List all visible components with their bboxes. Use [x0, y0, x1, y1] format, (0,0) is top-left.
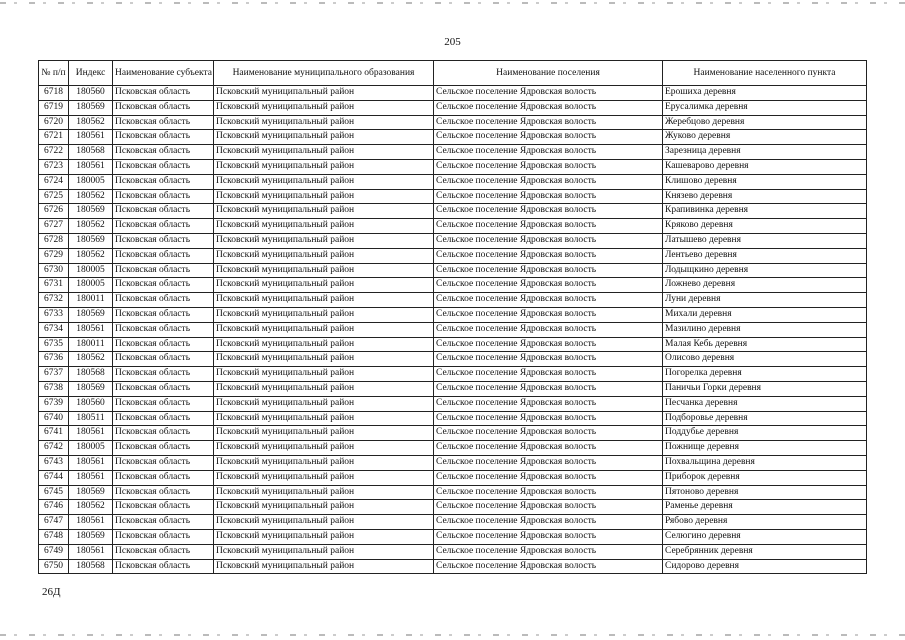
- row-index: 180568: [69, 367, 113, 382]
- row-subject: Псковская область: [113, 426, 214, 441]
- row-locality: Паничьи Горки деревня: [663, 381, 867, 396]
- row-subject: Псковская область: [113, 293, 214, 308]
- row-number: 6750: [39, 559, 69, 574]
- row-settlement: Сельское поселение Ядровская волость: [434, 367, 663, 382]
- row-index: 180562: [69, 115, 113, 130]
- row-number: 6734: [39, 322, 69, 337]
- row-settlement: Сельское поселение Ядровская волость: [434, 441, 663, 456]
- row-subject: Псковская область: [113, 189, 214, 204]
- row-index: 180569: [69, 485, 113, 500]
- row-settlement: Сельское поселение Ядровская волость: [434, 100, 663, 115]
- row-number: 6728: [39, 233, 69, 248]
- row-municipality: Псковский муниципальный район: [214, 352, 434, 367]
- row-locality: Жеребцово деревня: [663, 115, 867, 130]
- row-locality: Ложнево деревня: [663, 278, 867, 293]
- row-municipality: Псковский муниципальный район: [214, 500, 434, 515]
- row-subject: Псковская область: [113, 455, 214, 470]
- row-subject: Псковская область: [113, 204, 214, 219]
- row-municipality: Псковский муниципальный район: [214, 426, 434, 441]
- row-municipality: Псковский муниципальный район: [214, 130, 434, 145]
- row-index: 180005: [69, 278, 113, 293]
- row-settlement: Сельское поселение Ядровская волость: [434, 337, 663, 352]
- table-row: [39, 455, 867, 470]
- table-row: [39, 248, 867, 263]
- table-row: [39, 263, 867, 278]
- header-number: № п/п: [39, 61, 69, 86]
- table-row: [39, 426, 867, 441]
- row-municipality: Псковский муниципальный район: [214, 322, 434, 337]
- row-number: 6733: [39, 307, 69, 322]
- table-row: [39, 204, 867, 219]
- row-subject: Псковская область: [113, 515, 214, 530]
- row-settlement: Сельское поселение Ядровская волость: [434, 293, 663, 308]
- table-row: [39, 411, 867, 426]
- row-settlement: Сельское поселение Ядровская волость: [434, 115, 663, 130]
- row-municipality: Псковский муниципальный район: [214, 278, 434, 293]
- row-municipality: Псковский муниципальный район: [214, 115, 434, 130]
- table-row: [39, 367, 867, 382]
- row-municipality: Псковский муниципальный район: [214, 307, 434, 322]
- row-index: 180562: [69, 352, 113, 367]
- row-index: 180561: [69, 455, 113, 470]
- header-subject: Наименование субъекта: [113, 61, 214, 86]
- row-index: 180561: [69, 544, 113, 559]
- table-row: [39, 322, 867, 337]
- table-row: [39, 100, 867, 115]
- row-municipality: Псковский муниципальный район: [214, 219, 434, 234]
- row-number: 6727: [39, 219, 69, 234]
- row-subject: Псковская область: [113, 219, 214, 234]
- row-number: 6735: [39, 337, 69, 352]
- table-row: [39, 233, 867, 248]
- row-settlement: Сельское поселение Ядровская волость: [434, 381, 663, 396]
- table-row: [39, 130, 867, 145]
- row-index: 180562: [69, 248, 113, 263]
- row-number: 6746: [39, 500, 69, 515]
- table-row: [39, 219, 867, 234]
- row-subject: Псковская область: [113, 263, 214, 278]
- row-number: 6742: [39, 441, 69, 456]
- row-subject: Псковская область: [113, 529, 214, 544]
- row-subject: Псковская область: [113, 470, 214, 485]
- table-row: [39, 278, 867, 293]
- row-subject: Псковская область: [113, 100, 214, 115]
- row-index: 180569: [69, 100, 113, 115]
- row-subject: Псковская область: [113, 559, 214, 574]
- row-index: 180569: [69, 307, 113, 322]
- row-number: 6745: [39, 485, 69, 500]
- row-municipality: Псковский муниципальный район: [214, 529, 434, 544]
- table-row: [39, 515, 867, 530]
- row-index: 180568: [69, 145, 113, 160]
- row-number: 6721: [39, 130, 69, 145]
- row-municipality: Псковский муниципальный район: [214, 396, 434, 411]
- row-index: 180562: [69, 189, 113, 204]
- row-settlement: Сельское поселение Ядровская волость: [434, 174, 663, 189]
- row-subject: Псковская область: [113, 396, 214, 411]
- row-municipality: Псковский муниципальный район: [214, 100, 434, 115]
- table-row: [39, 559, 867, 574]
- row-municipality: Псковский муниципальный район: [214, 145, 434, 160]
- row-subject: Псковская область: [113, 145, 214, 160]
- table-row: [39, 381, 867, 396]
- row-subject: Псковская область: [113, 307, 214, 322]
- row-index: 180511: [69, 411, 113, 426]
- table-row: [39, 529, 867, 544]
- header-municipality: Наименование муниципального образования: [214, 61, 434, 86]
- table-row: [39, 470, 867, 485]
- row-subject: Псковская область: [113, 322, 214, 337]
- row-locality: Рябово деревня: [663, 515, 867, 530]
- row-locality: Кряково деревня: [663, 219, 867, 234]
- row-locality: Пятоново деревня: [663, 485, 867, 500]
- page-number: 205: [444, 36, 461, 48]
- row-settlement: Сельское поселение Ядровская волость: [434, 352, 663, 367]
- table-row: [39, 485, 867, 500]
- row-municipality: Псковский муниципальный район: [214, 263, 434, 278]
- row-locality: Зарезница деревня: [663, 145, 867, 160]
- row-locality: Подборовье деревня: [663, 411, 867, 426]
- row-settlement: Сельское поселение Ядровская волость: [434, 485, 663, 500]
- table-row: [39, 115, 867, 130]
- row-number: 6749: [39, 544, 69, 559]
- row-municipality: Псковский муниципальный район: [214, 337, 434, 352]
- row-locality: Князево деревня: [663, 189, 867, 204]
- table-row: [39, 441, 867, 456]
- row-subject: Псковская область: [113, 174, 214, 189]
- row-index: 180569: [69, 233, 113, 248]
- row-settlement: Сельское поселение Ядровская волость: [434, 455, 663, 470]
- row-settlement: Сельское поселение Ядровская волость: [434, 307, 663, 322]
- row-index: 180561: [69, 515, 113, 530]
- settlements-table: [38, 60, 867, 574]
- row-index: 180562: [69, 500, 113, 515]
- row-locality: Пожнище деревня: [663, 441, 867, 456]
- row-index: 180005: [69, 441, 113, 456]
- table-header-row: [39, 61, 867, 86]
- row-index: 180561: [69, 130, 113, 145]
- row-municipality: Псковский муниципальный район: [214, 559, 434, 574]
- row-settlement: Сельское поселение Ядровская волость: [434, 130, 663, 145]
- row-locality: Латышево деревня: [663, 233, 867, 248]
- row-locality: Лодыщкино деревня: [663, 263, 867, 278]
- row-index: 180011: [69, 337, 113, 352]
- row-subject: Псковская область: [113, 367, 214, 382]
- row-subject: Псковская область: [113, 485, 214, 500]
- row-municipality: Псковский муниципальный район: [214, 174, 434, 189]
- row-index: 180569: [69, 529, 113, 544]
- row-number: 6726: [39, 204, 69, 219]
- row-number: 6720: [39, 115, 69, 130]
- row-index: 180569: [69, 381, 113, 396]
- table-row: [39, 189, 867, 204]
- table-row: [39, 396, 867, 411]
- row-municipality: Псковский муниципальный район: [214, 204, 434, 219]
- row-locality: Крапивинка деревня: [663, 204, 867, 219]
- row-municipality: Псковский муниципальный район: [214, 485, 434, 500]
- row-settlement: Сельское поселение Ядровская волость: [434, 426, 663, 441]
- row-municipality: Псковский муниципальный район: [214, 367, 434, 382]
- row-municipality: Псковский муниципальный район: [214, 455, 434, 470]
- row-index: 180561: [69, 322, 113, 337]
- row-locality: Лентьево деревня: [663, 248, 867, 263]
- row-number: 6741: [39, 426, 69, 441]
- row-settlement: Сельское поселение Ядровская волость: [434, 248, 663, 263]
- header-settlement: Наименование поселения: [434, 61, 663, 86]
- row-locality: Приборок деревня: [663, 470, 867, 485]
- row-settlement: Сельское поселение Ядровская волость: [434, 544, 663, 559]
- table-row: [39, 307, 867, 322]
- row-settlement: Сельское поселение Ядровская волость: [434, 233, 663, 248]
- row-locality: Раменье деревня: [663, 500, 867, 515]
- row-settlement: Сельское поселение Ядровская волость: [434, 204, 663, 219]
- row-index: 180560: [69, 86, 113, 101]
- row-settlement: Сельское поселение Ядровская волость: [434, 322, 663, 337]
- row-subject: Псковская область: [113, 441, 214, 456]
- row-subject: Псковская область: [113, 86, 214, 101]
- row-locality: Песчанка деревня: [663, 396, 867, 411]
- row-number: 6724: [39, 174, 69, 189]
- row-municipality: Псковский муниципальный район: [214, 248, 434, 263]
- row-number: 6740: [39, 411, 69, 426]
- table-row: [39, 337, 867, 352]
- row-settlement: Сельское поселение Ядровская волость: [434, 159, 663, 174]
- row-locality: Селюгино деревня: [663, 529, 867, 544]
- row-index: 180568: [69, 559, 113, 574]
- row-number: 6732: [39, 293, 69, 308]
- row-municipality: Псковский муниципальный район: [214, 86, 434, 101]
- header-locality: Наименование населенного пункта: [663, 61, 867, 86]
- row-subject: Псковская область: [113, 352, 214, 367]
- row-index: 180562: [69, 219, 113, 234]
- row-municipality: Псковский муниципальный район: [214, 233, 434, 248]
- row-settlement: Сельское поселение Ядровская волость: [434, 145, 663, 160]
- row-settlement: Сельское поселение Ядровская волость: [434, 515, 663, 530]
- row-settlement: Сельское поселение Ядровская волость: [434, 411, 663, 426]
- row-number: 6748: [39, 529, 69, 544]
- row-subject: Псковская область: [113, 411, 214, 426]
- scan-artifact-bottom: [0, 634, 905, 636]
- row-index: 180561: [69, 426, 113, 441]
- row-locality: Олисово деревня: [663, 352, 867, 367]
- table-body: [39, 86, 867, 574]
- row-locality: Ерусалимка деревня: [663, 100, 867, 115]
- row-number: 6725: [39, 189, 69, 204]
- table-row: [39, 500, 867, 515]
- row-index: 180005: [69, 174, 113, 189]
- row-municipality: Псковский муниципальный район: [214, 470, 434, 485]
- row-locality: Погорелка деревня: [663, 367, 867, 382]
- row-settlement: Сельское поселение Ядровская волость: [434, 189, 663, 204]
- row-number: 6730: [39, 263, 69, 278]
- row-subject: Псковская область: [113, 248, 214, 263]
- row-locality: Сидорово деревня: [663, 559, 867, 574]
- row-index: 180011: [69, 293, 113, 308]
- footer-code: 26Д: [42, 586, 61, 598]
- row-locality: Малая Кебь деревня: [663, 337, 867, 352]
- row-locality: Жуково деревня: [663, 130, 867, 145]
- header-index: Индекс: [69, 61, 113, 86]
- row-number: 6718: [39, 86, 69, 101]
- row-number: 6737: [39, 367, 69, 382]
- row-index: 180569: [69, 204, 113, 219]
- row-locality: Ерошиха деревня: [663, 86, 867, 101]
- row-municipality: Псковский муниципальный район: [214, 189, 434, 204]
- row-subject: Псковская область: [113, 233, 214, 248]
- row-number: 6744: [39, 470, 69, 485]
- row-index: 180561: [69, 159, 113, 174]
- row-subject: Псковская область: [113, 500, 214, 515]
- row-number: 6729: [39, 248, 69, 263]
- row-number: 6723: [39, 159, 69, 174]
- table-row: [39, 145, 867, 160]
- row-settlement: Сельское поселение Ядровская волость: [434, 219, 663, 234]
- row-subject: Псковская область: [113, 115, 214, 130]
- table-row: [39, 86, 867, 101]
- row-subject: Псковская область: [113, 278, 214, 293]
- row-number: 6731: [39, 278, 69, 293]
- row-locality: Мазилино деревня: [663, 322, 867, 337]
- row-subject: Псковская область: [113, 381, 214, 396]
- row-number: 6738: [39, 381, 69, 396]
- table-row: [39, 293, 867, 308]
- row-number: 6747: [39, 515, 69, 530]
- row-municipality: Псковский муниципальный район: [214, 544, 434, 559]
- row-subject: Псковская область: [113, 544, 214, 559]
- row-settlement: Сельское поселение Ядровская волость: [434, 470, 663, 485]
- row-index: 180005: [69, 263, 113, 278]
- row-settlement: Сельское поселение Ядровская волость: [434, 278, 663, 293]
- row-locality: Михали деревня: [663, 307, 867, 322]
- row-municipality: Псковский муниципальный район: [214, 411, 434, 426]
- row-municipality: Псковский муниципальный район: [214, 381, 434, 396]
- row-number: 6719: [39, 100, 69, 115]
- row-number: 6736: [39, 352, 69, 367]
- row-municipality: Псковский муниципальный район: [214, 159, 434, 174]
- table-row: [39, 174, 867, 189]
- row-locality: Луни деревня: [663, 293, 867, 308]
- row-index: 180561: [69, 470, 113, 485]
- row-locality: Кашеварово деревня: [663, 159, 867, 174]
- row-number: 6739: [39, 396, 69, 411]
- row-settlement: Сельское поселение Ядровская волость: [434, 396, 663, 411]
- row-settlement: Сельское поселение Ядровская волость: [434, 559, 663, 574]
- row-number: 6722: [39, 145, 69, 160]
- row-settlement: Сельское поселение Ядровская волость: [434, 86, 663, 101]
- row-subject: Псковская область: [113, 159, 214, 174]
- row-subject: Псковская область: [113, 337, 214, 352]
- row-locality: Клишово деревня: [663, 174, 867, 189]
- row-locality: Поддубье деревня: [663, 426, 867, 441]
- row-settlement: Сельское поселение Ядровская волость: [434, 263, 663, 278]
- row-municipality: Псковский муниципальный район: [214, 515, 434, 530]
- row-locality: Похвальщина деревня: [663, 455, 867, 470]
- row-index: 180560: [69, 396, 113, 411]
- row-locality: Серебрянник деревня: [663, 544, 867, 559]
- row-settlement: Сельское поселение Ядровская волость: [434, 500, 663, 515]
- table-row: [39, 544, 867, 559]
- table-row: [39, 159, 867, 174]
- row-subject: Псковская область: [113, 130, 214, 145]
- row-municipality: Псковский муниципальный район: [214, 441, 434, 456]
- scan-artifact-top: [0, 2, 905, 4]
- row-number: 6743: [39, 455, 69, 470]
- row-municipality: Псковский муниципальный район: [214, 293, 434, 308]
- row-settlement: Сельское поселение Ядровская волость: [434, 529, 663, 544]
- table-row: [39, 352, 867, 367]
